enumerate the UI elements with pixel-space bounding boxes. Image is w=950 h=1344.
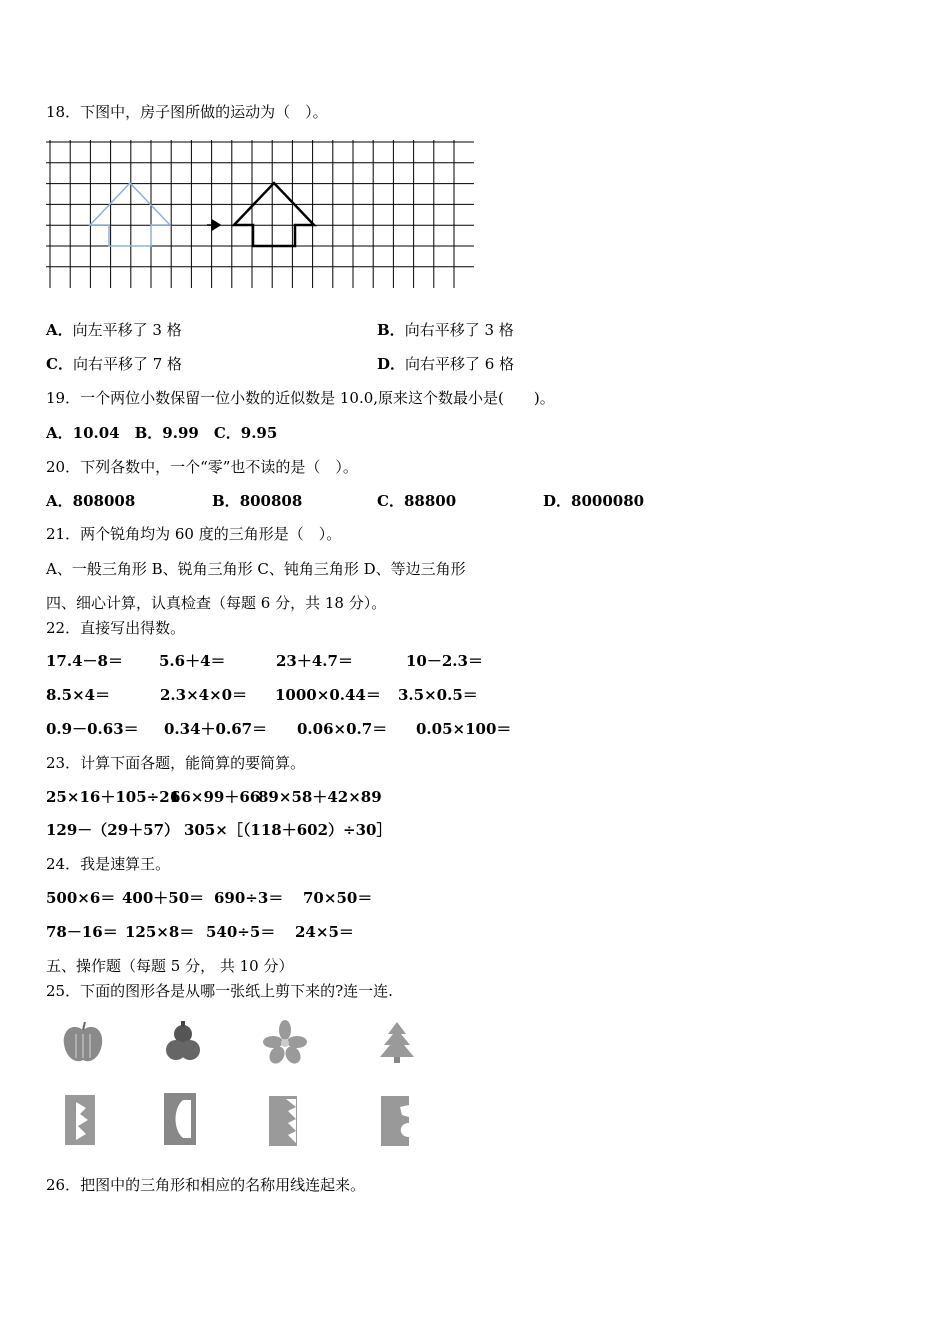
q20-option-a[interactable]: A．808008 (46, 492, 136, 510)
q22-item: 0.9－0.63＝ (46, 720, 139, 738)
q22-item: 23＋4.7＝ (276, 652, 353, 670)
q22-item: 5.6＋4＝ (159, 652, 226, 670)
q18-option-c[interactable]: C．向右平移了 7 格 (46, 355, 183, 373)
q24-item: 70×50＝ (303, 889, 373, 907)
q23-item: 89×58＋42×89 (258, 788, 382, 806)
q24-item: 24×5＝ (295, 923, 354, 941)
grid-figure (44, 138, 484, 298)
q24-title: 24．我是速算王。 (46, 855, 171, 873)
q25-title: 25．下面的图形各是从哪一张纸上剪下来的?连一连. (46, 982, 393, 1000)
q20-option-b[interactable]: B．800808 (212, 492, 303, 510)
q26-title: 26．把图中的三角形和相应的名称用线连起来。 (46, 1176, 366, 1194)
q22-title: 22．直接写出得数。 (46, 619, 186, 637)
q19-options[interactable]: A．10.04 B．9.99 C．9.95 (46, 424, 278, 442)
paper-4-icon[interactable] (378, 1093, 418, 1151)
q21-options[interactable]: A、一般三角形 B、锐角三角形 C、钝角三角形 D、等边三角形 (46, 560, 466, 578)
q24-item: 125×8＝ (125, 923, 195, 941)
paper-2-icon[interactable] (161, 1090, 201, 1148)
q24-item: 690÷3＝ (214, 889, 284, 907)
paper-1-icon[interactable] (62, 1092, 102, 1150)
q21-title: 21．两个锐角均为 60 度的三角形是（ ）。 (46, 525, 342, 543)
q23-item: 305×［（118＋602）÷30］ (184, 821, 392, 839)
q20-option-d[interactable]: D．8000080 (543, 492, 645, 510)
q22-item: 3.5×0.5＝ (398, 686, 478, 704)
q22-item: 1000×0.44＝ (275, 686, 381, 704)
q23-item: 66×99＋66 (170, 788, 261, 806)
paper-3-icon[interactable] (266, 1093, 306, 1151)
q22-item: 0.06×0.7＝ (297, 720, 388, 738)
q22-item: 17.4－8＝ (46, 652, 123, 670)
q24-item: 400＋50＝ (122, 889, 205, 907)
q22-item: 0.05×100＝ (416, 720, 512, 738)
q24-item: 540÷5＝ (206, 923, 276, 941)
apple-icon[interactable] (58, 1018, 108, 1068)
q18-option-b[interactable]: B．向右平移了 3 格 (377, 321, 514, 339)
q23-title: 23．计算下面各题，能简算的要简算。 (46, 754, 306, 772)
q19-title: 19．一个两位小数保留一位小数的近似数是 10.0,原来这个数最小是( )。 (46, 389, 555, 407)
arrow-icon (207, 220, 220, 230)
section-5-heading: 五、操作题（每题 5 分， 共 10 分） (46, 957, 294, 975)
q23-item: 25×16＋105÷21 (46, 788, 181, 806)
q24-item: 500×6＝ (46, 889, 116, 907)
q23-item: 129－（29＋57） (46, 821, 180, 839)
section-4-heading: 四、细心计算，认真检查（每题 6 分，共 18 分）。 (46, 594, 387, 612)
q22-item: 10－2.3＝ (406, 652, 483, 670)
q20-title: 20．下列各数中，一个“零”也不读的是（ ）。 (46, 458, 358, 476)
tree-icon[interactable] (372, 1018, 422, 1068)
q22-item: 2.3×4×0＝ (160, 686, 248, 704)
q18-option-a[interactable]: A．向左平移了 3 格 (46, 321, 182, 339)
q22-item: 0.34＋0.67＝ (164, 720, 268, 738)
q18-option-d[interactable]: D．向右平移了 6 格 (377, 355, 515, 373)
q18-title: 18．下图中，房子图所做的运动为（ ）。 (46, 103, 328, 121)
q24-item: 78－16＝ (46, 923, 118, 941)
flower-icon[interactable] (260, 1018, 310, 1068)
q20-option-c[interactable]: C．88800 (377, 492, 457, 510)
original-house-shape (90, 183, 170, 246)
moved-house-shape (234, 183, 314, 246)
gourd-icon[interactable] (158, 1018, 208, 1068)
q22-item: 8.5×4＝ (46, 686, 111, 704)
